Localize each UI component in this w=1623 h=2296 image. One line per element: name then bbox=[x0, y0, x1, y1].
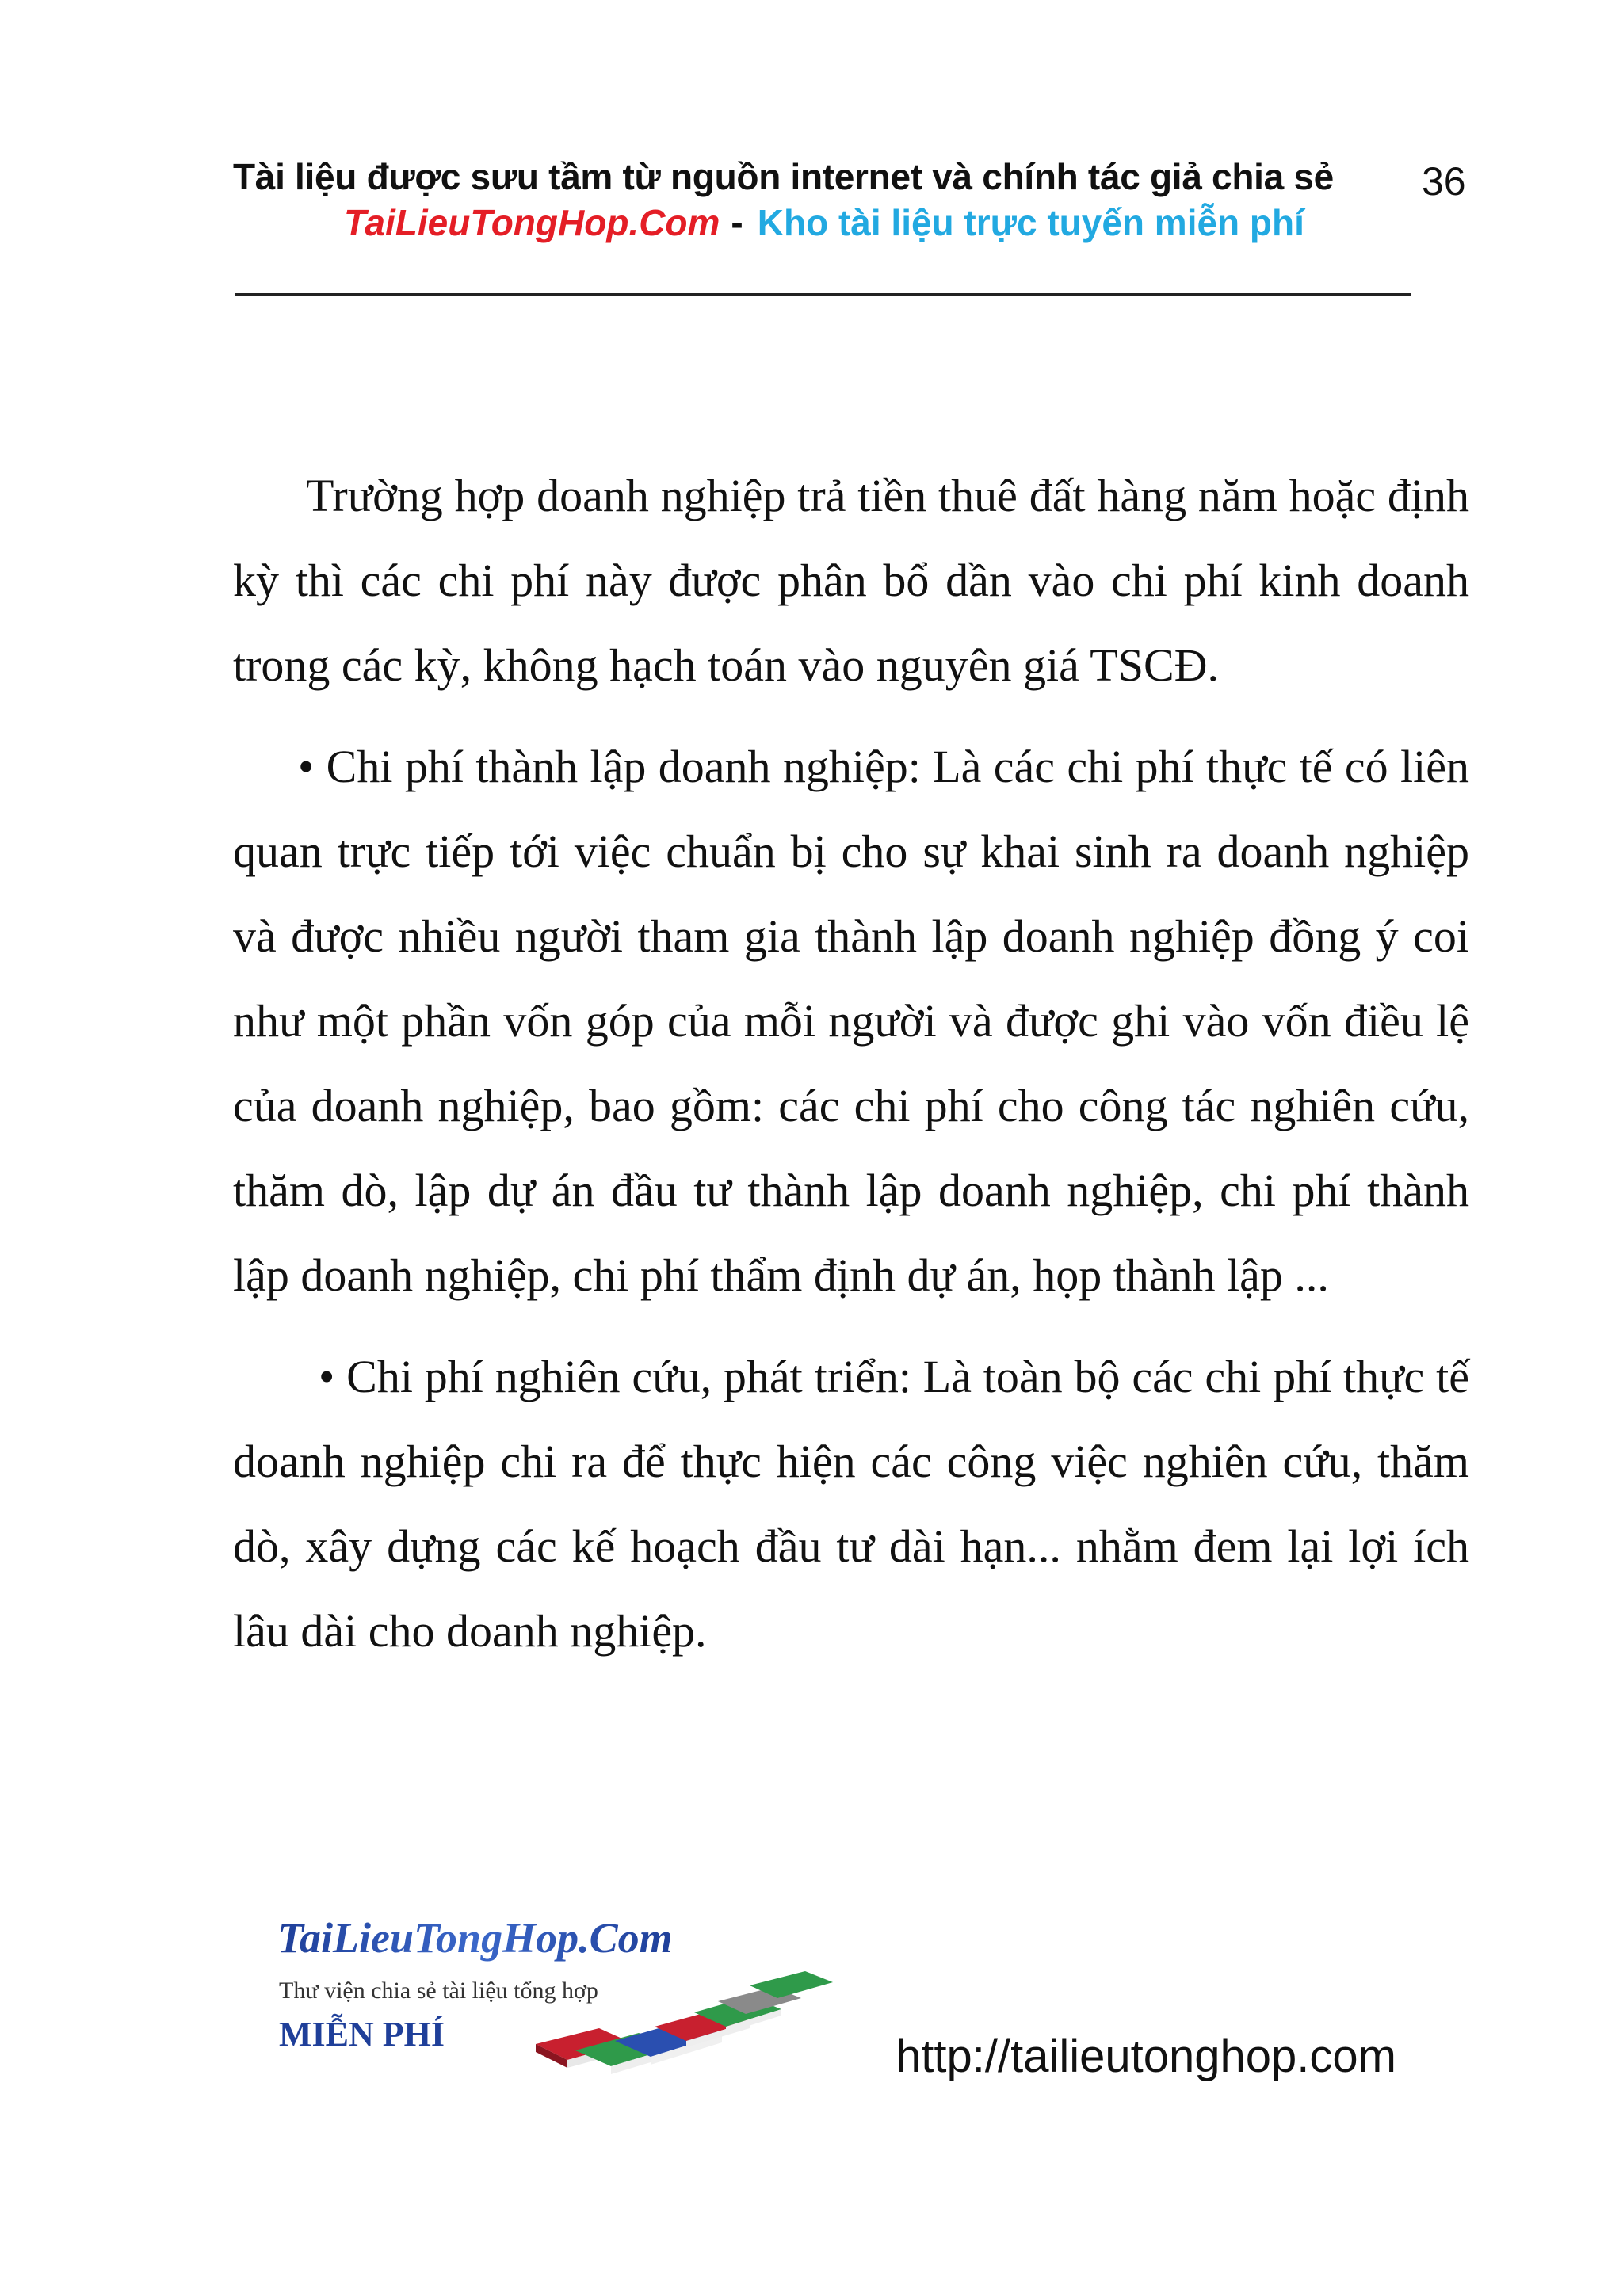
header-separator: - bbox=[731, 202, 743, 243]
bullet-paragraph: • Chi phí thành lập doanh nghiệp: Là các chi phí thực tế có liên quan trực tiếp tới việc chuẩn bị cho sự khai sinh ra doanh nghiệp và được nhiều người tham gia thành lập doanh nghiệp đồng ý coi như một phần vốn góp của mỗi người và được ghi vào vốn điều lệ của doanh nghiệp, bao gồm: các chi phí cho công tác nghiên cứu, thăm dò, lập dự án đầu tư thành lập doanh nghiệp, chi phí thành lập doanh nghiệp, chi phí thẩm định dự án, họp thành lập ... bbox=[233, 741, 1469, 1301]
header-divider bbox=[235, 293, 1411, 296]
bullet-paragraph: • Chi phí nghiên cứu, phát triển: Là toàn bộ các chi phí thực tế doanh nghiệp chi ra để thực hiện các công việc nghiên cứu, thăm dò, xây dựng các kế hoạch đầu tư dài hạn... nhằm đem lại lợi ích lâu dài cho doanh nghiệp. bbox=[233, 1351, 1469, 1657]
logo-brand-text: TaiLieuTongHop.Com bbox=[277, 1914, 673, 1962]
paragraph: Trường hợp doanh nghiệp trả tiền thuê đất hàng năm hoặc định kỳ thì các chi phí này được phân bổ dần vào chi phí kinh doanh trong các kỳ, không hạch toán vào nguyên giá TSCĐ. bbox=[233, 470, 1469, 691]
footer-logo[interactable] bbox=[274, 1909, 884, 2100]
header-subtitle bbox=[344, 201, 1304, 244]
header-title: Tài liệu được sưu tầm từ nguồn internet và chính tác giả chia sẻ bbox=[233, 156, 1334, 197]
site-name-link[interactable]: TaiLieuTongHop.Com bbox=[344, 202, 720, 243]
footer-url-link[interactable]: http://tailieutonghop.com bbox=[896, 2031, 1396, 2082]
document-body bbox=[233, 453, 1469, 1690]
logo-subtitle-text: Thư viện chia sẻ tài liệu tổng hợp bbox=[279, 1978, 598, 2004]
page-header bbox=[0, 0, 1623, 317]
page-number: 36 bbox=[1422, 159, 1466, 204]
header-tagline: Kho tài liệu trực tuyến miễn phí bbox=[757, 202, 1304, 243]
logo-graphic bbox=[274, 1909, 884, 2100]
logo-badge-text: MIỄN PHÍ bbox=[279, 2015, 445, 2054]
